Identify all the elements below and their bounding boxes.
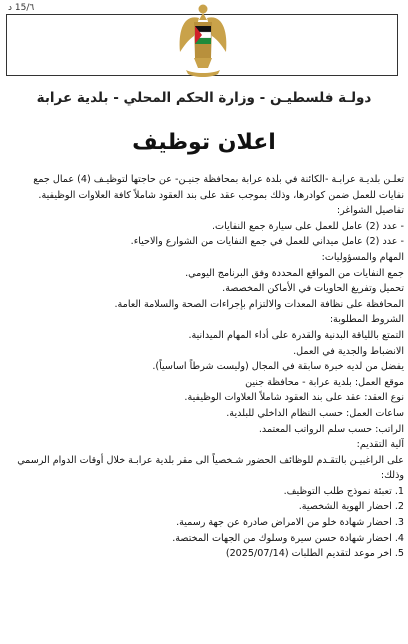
work-hours: ساعات العمل: حسب النظام الداخلي للبلدية. xyxy=(226,407,404,419)
application-step: 3. احضار شهادة خلو من الامراض صادرة عن جهة رسمية. xyxy=(176,517,404,529)
condition-item: يفضل من لديه خبرة سابقة في المجال (وليست شرطاً اساسياً). xyxy=(152,361,404,373)
salary: الراتب: حسب سلم الرواتب المعتمد. xyxy=(258,423,404,435)
announcement-body xyxy=(6,172,404,562)
duty-item: جمع النفايات من المواقع المحددة وفق البرنامج اليومي. xyxy=(185,267,404,279)
vacancy-item: - عدد (2) عامل للعمل على سيارة جمع النفايات. xyxy=(211,220,404,232)
work-location: موقع العمل: بلدية عرابة - محافظة جنين xyxy=(245,376,404,388)
vacancies-heading: تفاصيل الشواغر: xyxy=(336,205,404,217)
application-step: 2. احضار الهوية الشخصية. xyxy=(298,501,404,513)
reference-number: ٦/15 د xyxy=(8,3,35,13)
intro-paragraph: تعلـن بلديـة عرابـة -الكائنة في بلدة عرابة بمحافظة جنيـن- عن حاجتها لتوظيـف (4) عمال جمع نفايات للعمل ضمن كوادرها، وذلك بموجب عقد على بند العقود شاملاً كافة العلاوات الوظيفية. xyxy=(33,174,404,201)
application-step: 4. احضار شهادة حسن سيرة وسلوك من الجهات المختصة. xyxy=(172,532,404,544)
duties-heading: المهام والمسؤوليات: xyxy=(321,251,404,263)
page-title: اعلان توظيف xyxy=(132,130,276,155)
vacancy-item: - عدد (2) عامل ميداني للعمل في جمع النفايات من الشوارع والاحياء. xyxy=(130,236,404,248)
palestinian-emblem-icon xyxy=(174,0,232,84)
mechanism-heading: آلية التقديم: xyxy=(356,439,404,451)
application-step: 1. تعبئة نموذج طلب التوظيف. xyxy=(283,485,404,497)
condition-item: التمتع باللياقة البدنية والقدرة على أداء المهام الميدانية. xyxy=(188,329,404,341)
condition-item: الانضباط والجدية في العمل. xyxy=(293,345,404,357)
duty-item: المحافظة على نظافة المعدات والالتزام بإجراءات الصحة والسلامة العامة. xyxy=(114,298,404,310)
contract-type: نوع العقد: عقد على بند العقود شاملاً العلاوات الوظيفية. xyxy=(184,392,404,404)
mechanism-text: على الراغبيـن بالتقـدم للوظائف الحضور شـخصياً الى مقر بلدية عرابـة خلال أوقات الدوام الرسمي وذلك: xyxy=(17,454,404,482)
application-step: 5. اخر موعد لتقديم الطلبات (2025/07/14) xyxy=(225,548,404,560)
duty-item: تحميل وتفريغ الحاويات في الأماكن المخصصة. xyxy=(222,283,404,295)
flag-shield xyxy=(195,26,211,44)
government-header-line: دولـة فلسطيـن - وزارة الحكم المحلي - بلدية عرابة xyxy=(36,90,372,106)
conditions-heading: الشروط المطلوبة: xyxy=(329,314,404,326)
